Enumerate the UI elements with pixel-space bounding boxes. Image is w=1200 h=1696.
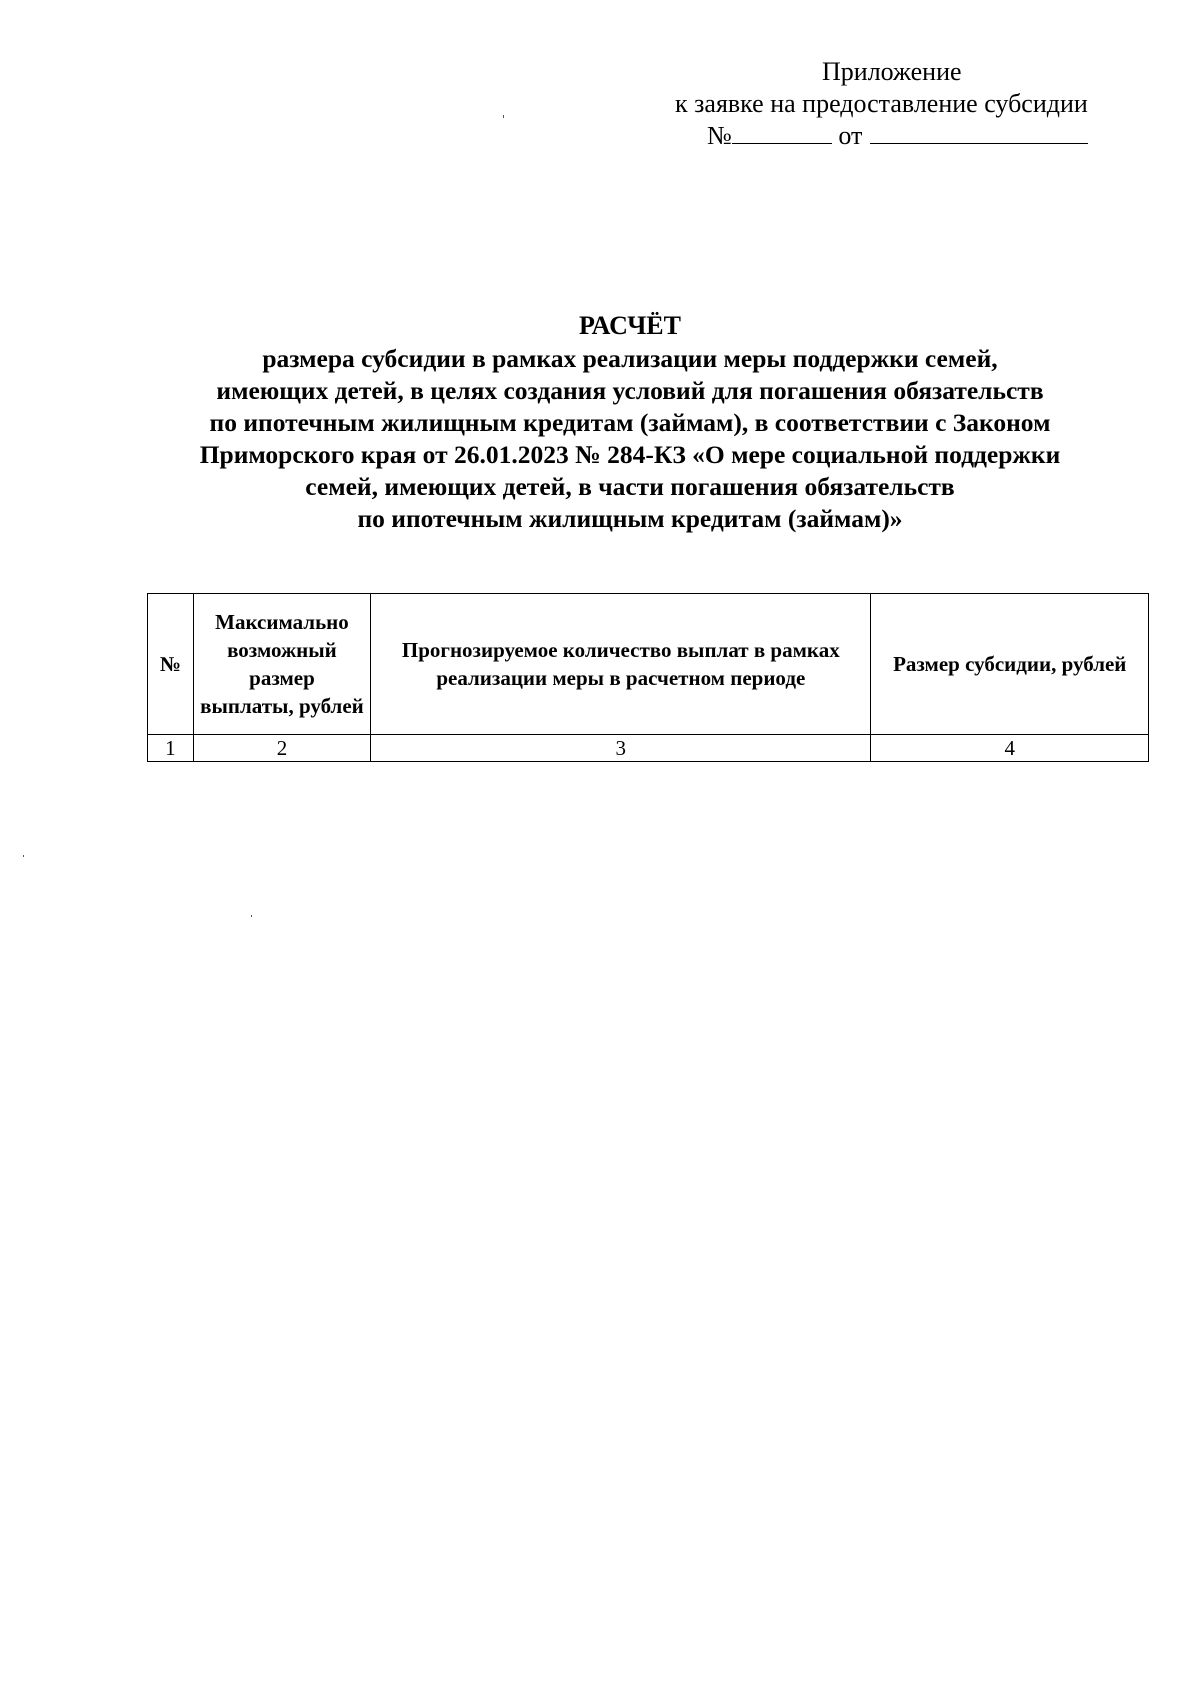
table-cell: 1 xyxy=(148,735,194,762)
title-line: имеющих детей, в целях создания условий для погашения обязательств xyxy=(216,376,1044,405)
table-cell: 4 xyxy=(871,735,1149,762)
number-sign: № xyxy=(707,121,732,150)
table-cell: 2 xyxy=(193,735,370,762)
appendix-title: Приложение xyxy=(822,57,962,86)
table-cell: 3 xyxy=(371,735,871,762)
document-title-block xyxy=(130,310,1130,535)
from-label: от xyxy=(838,121,863,150)
calculation-table xyxy=(147,593,1149,762)
table-row xyxy=(148,735,1149,762)
scan-speck xyxy=(23,855,24,857)
header-forecast-payments: Прогнозируемое количество выплат в рамках реализации меры в расчетном периоде xyxy=(371,594,871,735)
number-blank-field xyxy=(732,121,832,144)
document-heading: РАСЧЁТ xyxy=(579,311,681,340)
title-line: по ипотечным жилищным кредитам (займам), в соответствии с Законом xyxy=(209,408,1051,437)
scan-speck xyxy=(503,115,504,118)
header-number: № xyxy=(148,594,194,735)
title-line: Приморского края от 26.01.2023 № 284-КЗ «О мере социальной поддержки xyxy=(199,440,1061,469)
header-max-payment: Максимально возможный размер выплаты, рублей xyxy=(193,594,370,735)
table-header-row xyxy=(148,594,1149,735)
date-blank-field xyxy=(870,121,1088,144)
title-line: размера субсидии в рамках реализации меры поддержки семей, xyxy=(262,344,998,373)
title-line: семей, имеющих детей, в части погашения обязательств xyxy=(305,472,955,501)
scan-speck xyxy=(251,915,252,917)
header-subsidy-amount: Размер субсидии, рублей xyxy=(871,594,1149,735)
appendix-subtitle: к заявке на предоставление субсидии xyxy=(675,89,1088,118)
appendix-header xyxy=(660,56,1140,152)
title-line: по ипотечным жилищным кредитам (займам)» xyxy=(357,504,903,533)
appendix-number-date xyxy=(660,120,1140,152)
